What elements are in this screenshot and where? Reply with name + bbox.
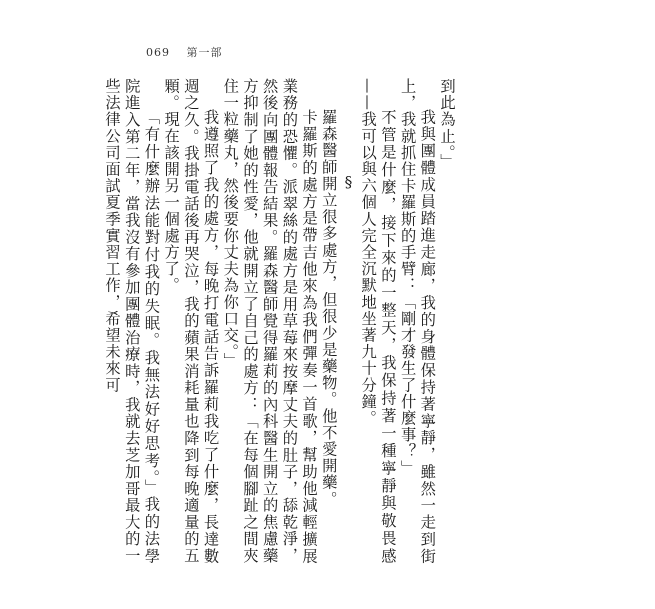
running-header [146,44,223,60]
section-separator: § [339,172,358,191]
body-text [103,78,456,564]
paragraph: 「有什麼辦法能對付我的失眠。我無法好好思考。」我的法學院進入第二年，當我沒有參加團體治療時，我就去芝加哥最大的一些法律公司面試夏季實習工作，希望未來可 [103,78,161,564]
page-number: 069 [146,46,170,59]
section-title: 第一部 [186,46,223,59]
paragraph: 卡羅斯的處方是帶吉他來為我們彈奏一首歌，幫助他減輕擴展業務的恐懼。派翠絲的處方是用草莓來按摩丈夫的肚子，舔乾淨，然後向團體報告結果。羅森醫師覺得羅莉的內科醫生開立的焦慮藥方抑制了她的性愛，他就開立了自己的處方：「在每個腳趾之間夾住一粒藥丸，然後要你丈夫為你口交。」 [221,78,319,564]
paragraph: 我遵照了我的處方，每晚打電話告訴羅莉我吃了什麼，長達數週之久。我掛電話後再哭泣，我的蘋果消耗量也降到每晚適量的五顆。現在該開另一個處方了。 [162,78,220,564]
paragraph: 不管是什麼，接下來的一整天，我保持著一種寧靜與敬畏感——我可以與六個人完全沉默地坐著九十分鐘。 [359,78,397,564]
paragraph: 羅森醫師開立很多處方，但很少是藥物。他不愛開藥。 [319,108,338,507]
paragraph: 我與團體成員踏進走廊，我的身體保持著寧靜，雖然一走到街上，我就抓住卡羅斯的手臂：「剛才發生了什麼事？」 [398,78,437,564]
paragraph: 到此為止。」 [438,78,456,170]
